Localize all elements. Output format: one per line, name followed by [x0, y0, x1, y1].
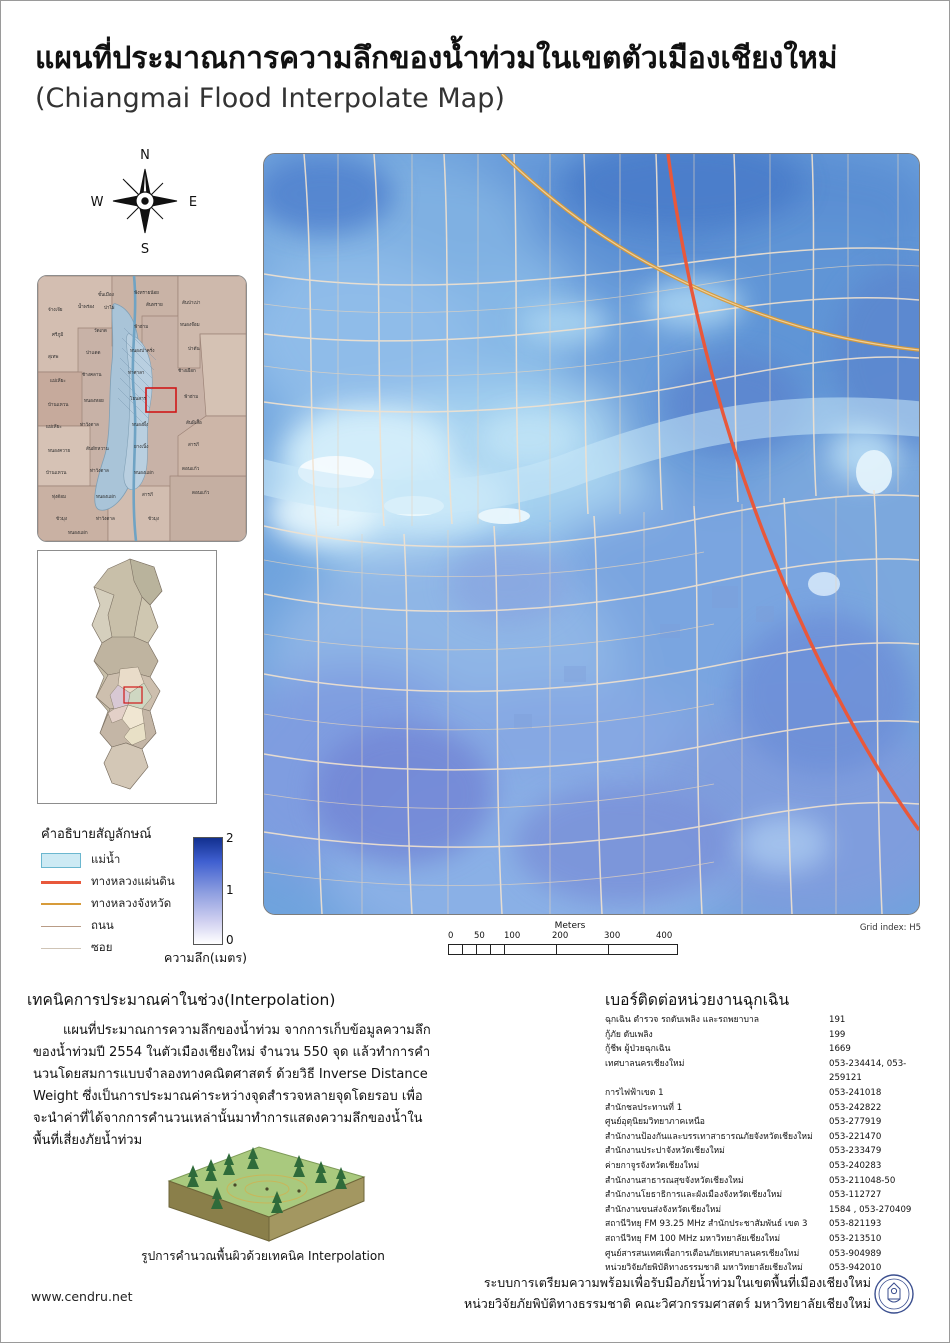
svg-text:สันทราย: สันทราย	[146, 303, 163, 308]
contact-number: 053-821193	[829, 1219, 882, 1230]
svg-text:ศรีภูมิ: ศรีภูมิ	[52, 333, 64, 338]
contact-name: สำนักงานสาธารณสุขจังหวัดเชียงใหม่	[605, 1175, 744, 1186]
scale-tick-100: 100	[504, 931, 521, 941]
svg-text:สันป่าเปา: สันป่าเปา	[182, 301, 201, 306]
footer-line-1: ระบบการเตรียมความพร้อมเพื่อรับมือภัยน้ำท่วมในเขตพื้นที่เมืองเชียงใหม่	[483, 1275, 871, 1290]
contact-number: 053-242822	[829, 1102, 882, 1113]
table-row	[605, 1115, 935, 1130]
contact-number: 053-234414, 053-259121	[829, 1058, 907, 1084]
table-row	[605, 1057, 935, 1086]
table-row	[605, 1101, 935, 1116]
table-row	[605, 1013, 935, 1028]
contact-name: ค่ายกาจูรจังหวัดเชียงใหม่	[605, 1160, 700, 1171]
table-row	[605, 1086, 935, 1101]
contact-name: กู้ชีพ ผู้ป่วยฉุกเฉิน	[605, 1044, 671, 1055]
contact-name: กู้ภัย ดับเพลิง	[605, 1029, 653, 1040]
inset-province-map[interactable]	[37, 550, 217, 804]
svg-text:หนองผึ้ง: หนองผึ้ง	[132, 423, 149, 428]
table-row	[605, 1130, 935, 1145]
contact-name: สำนักงานป้องกันและบรรเทาสาธารณภัยจังหวัดเชียงใหม่	[605, 1131, 813, 1142]
contact-number: 191	[829, 1015, 846, 1025]
road-line-icon	[41, 919, 81, 933]
svg-text:หนองแฝก: หนองแฝก	[134, 471, 154, 476]
ramp-tick-0: 0	[226, 933, 234, 947]
contact-number: 053-904989	[829, 1248, 882, 1259]
legend	[41, 849, 211, 959]
svg-text:ดอนแก้ว: ดอนแก้ว	[182, 467, 200, 472]
page-title-thai: แผนที่ประมาณการความลึกของน้ำท่วมในเขตตัวเมืองเชียงใหม่	[35, 41, 838, 76]
highway-line-icon	[41, 875, 81, 889]
svg-text:ขั้นเมือง: ขั้นเมือง	[98, 293, 114, 298]
depth-caption: ความลึก(เมตร)	[164, 950, 247, 965]
website-link[interactable]: www.cendru.net	[31, 1289, 133, 1304]
inset-locator-map-districts[interactable]	[37, 275, 247, 542]
svg-text:วัดเกต: วัดเกต	[94, 329, 107, 334]
contact-name: การไฟฟ้าเขต 1	[605, 1087, 664, 1098]
scale-tick-0: 0	[448, 931, 454, 941]
legend-label: ซอย	[91, 940, 113, 954]
table-row	[605, 1247, 935, 1262]
legend-item-highway	[41, 871, 211, 893]
scale-tick-50: 50	[474, 931, 485, 941]
svg-text:ฟ้าฮ่าม: ฟ้าฮ่าม	[134, 325, 149, 330]
table-row	[605, 1174, 935, 1189]
legend-item-provincial-road	[41, 893, 211, 915]
contact-number: 053-112727	[829, 1190, 882, 1201]
svg-text:สันผักหวาน: สันผักหวาน	[86, 447, 109, 452]
contact-name: สำนักชลประทานที่ 1	[605, 1102, 683, 1113]
svg-text:ฟ้าฮ่าม: ฟ้าฮ่าม	[184, 395, 199, 400]
contact-number: 053-277919	[829, 1117, 882, 1128]
legend-label: ถนน	[91, 918, 114, 932]
contact-name: สำนักงานโยธาธิการและผังเมืองจังหวัดเชียงใหม่	[605, 1190, 783, 1201]
svg-text:หนองจ๊อม: หนองจ๊อม	[180, 323, 200, 328]
contact-name: สำนักงานขนส่งจังหวัดเชียงใหม่	[605, 1204, 722, 1215]
footer-line-2: หน่วยวิจัยภัยพิบัติทางธรรมชาติ คณะวิศวกรรมศาสตร์ มหาวิทยาลัยเชียงใหม่	[463, 1296, 871, 1311]
contact-name: เทศบาลนครเชียงใหม่	[605, 1058, 685, 1069]
svg-text:หนองแฝก: หนองแฝก	[96, 495, 116, 500]
table-row	[605, 1217, 935, 1232]
scale-unit-label: Meters	[554, 921, 586, 931]
grid-index-label: Grid index: H5	[859, 923, 921, 933]
contact-number: 053-211048-50	[829, 1175, 896, 1186]
contact-number: 053-240283	[829, 1160, 882, 1171]
contact-name: ศูนย์สารสนเทศเพื่อการเตือนภัยเทศบาลนครเชียงใหม่	[605, 1248, 800, 1259]
contact-number: 053-221470	[829, 1131, 882, 1142]
scale-tick-300: 300	[604, 931, 621, 941]
svg-text:แม่เหียะ: แม่เหียะ	[46, 425, 62, 430]
table-row	[605, 1042, 935, 1057]
table-row	[605, 1159, 935, 1174]
interpolation-paragraph-text: แผนที่ประมาณการความลึกของน้ำท่วม จากการเก็บข้อมูลความลึกของน้ำท่วมปี 2554 ในตัวเมืองเชียงใหม่ จำนวน 550 จุด แล้วทำการคำนวนโดยสมการแบบจำลองทางคณิตศาสตร์ ด้วยวิธี Inverse Distance Weight ซึ่งเป็นการประมาณค่าระหว่างจุดสำรวจหลายจุดโดยรอบ เพื่อจะนำค่าที่ได้จากการคำนวนเหล่านั้นมาทำการแสดงความลึกของน้ำในพื้นที่เสี่ยงภัยน้ำท่วม	[33, 1023, 431, 1148]
svg-text:ท่าวังตาล: ท่าวังตาล	[80, 423, 99, 428]
svg-text:ยางเนิ้ง: ยางเนิ้ง	[134, 445, 149, 450]
svg-text:ขัวมุง: ขัวมุง	[56, 517, 67, 522]
compass-label-n: N	[140, 148, 150, 163]
compass-label-s: S	[140, 242, 150, 257]
university-logo-icon	[873, 1273, 915, 1315]
soi-line-icon	[41, 941, 81, 955]
contact-number: 053-233479	[829, 1146, 882, 1157]
scale-bar-graphic	[448, 944, 678, 955]
svg-text:ท่าวังตาล: ท่าวังตาล	[90, 469, 109, 474]
table-row	[605, 1203, 935, 1218]
compass-label-e: E	[188, 195, 198, 210]
footer-text	[451, 1272, 871, 1314]
svg-text:ทุ่งต้อม: ทุ่งต้อม	[52, 495, 67, 500]
contact-number: 1584 , 053-270409	[829, 1204, 912, 1215]
svg-text:ดอนแก้ว: ดอนแก้ว	[192, 491, 210, 496]
contact-name: ศูนย์อุตุนิยมวิทยาภาคเหนือ	[605, 1117, 705, 1128]
page-title-english: (Chiangmai Flood Interpolate Map)	[35, 83, 505, 114]
svg-text:บ้านแหวน: บ้านแหวน	[48, 403, 69, 408]
svg-text:ป่าแดด: ป่าแดด	[86, 351, 101, 356]
legend-item-road	[41, 915, 211, 937]
svg-text:ช้างคลาน: ช้างคลาน	[82, 373, 102, 378]
svg-text:ป่าตัน: ป่าตัน	[188, 347, 200, 352]
compass-rose-icon	[85, 141, 205, 261]
interpolation-heading: เทคนิคการประมาณค่าในช่วง(Interpolation)	[27, 991, 336, 1009]
contact-name: สำนักงานประปาจังหวัดเชียงใหม่	[605, 1146, 725, 1157]
contact-name: ฉุกเฉิน ตำรวจ รถดับเพลิง และรถพยาบาล	[605, 1015, 760, 1025]
scale-tick-400: 400	[656, 931, 673, 941]
contact-number: 053-213510	[829, 1233, 882, 1244]
contact-name: สถานีวิทยุ FM 100 MHz มหาวิทยาลัยเชียงใหม่	[605, 1233, 781, 1244]
ramp-tick-1: 1	[226, 883, 234, 897]
provincial-road-line-icon	[41, 897, 81, 911]
ramp-tick-2: 2	[226, 831, 234, 845]
interpolation-diagram	[149, 1129, 379, 1249]
contact-name: หน่วยวิจัยภัยพิบัติทางธรรมชาติ มหาวิทยาลัยเชียงใหม่	[605, 1263, 803, 1274]
main-flood-depth-map[interactable]	[263, 153, 920, 915]
contact-name: สถานีวิทยุ FM 93.25 MHz สำนักประชาสัมพันธ์ เขต 3	[605, 1219, 808, 1230]
svg-text:ท่าศาลา: ท่าศาลา	[128, 371, 145, 376]
water-polygon-icon	[41, 853, 81, 867]
legend-label: ทางหลวงแผ่นดิน	[91, 874, 175, 888]
scale-tick-labels	[448, 931, 728, 943]
contact-number: 053-241018	[829, 1087, 882, 1098]
table-row	[605, 1188, 935, 1203]
scale-tick-200: 200	[552, 931, 569, 941]
svg-text:ขัวมุง: ขัวมุง	[148, 517, 159, 522]
svg-text:สารภี: สารภี	[142, 493, 153, 498]
svg-text:น้ำพร่อง: น้ำพร่อง	[78, 305, 95, 310]
svg-text:ป่าไผ่: ป่าไผ่	[104, 306, 115, 311]
legend-label: ทางหลวงจังหวัด	[91, 896, 172, 910]
table-row	[605, 1232, 935, 1247]
svg-text:หนองแฝก: หนองแฝก	[68, 531, 88, 536]
svg-text:หนองควาย: หนองควาย	[48, 449, 71, 454]
depth-color-ramp	[193, 837, 223, 945]
contacts-heading: เบอร์ติดต่อหน่วยงานฉุกเฉิน	[605, 991, 790, 1009]
svg-text:หนองหอย: หนองหอย	[84, 399, 104, 404]
contact-number: 199	[829, 1029, 846, 1040]
legend-title: คำอธิบายสัญลักษณ์	[41, 827, 152, 842]
scale-bar	[448, 921, 738, 955]
svg-text:แม่เหียะ: แม่เหียะ	[50, 379, 66, 384]
table-row	[605, 1028, 935, 1043]
svg-text:ช้างเผือก: ช้างเผือก	[178, 369, 196, 374]
legend-label: แม่น้ำ	[91, 852, 121, 866]
legend-item-water	[41, 849, 211, 871]
svg-text:ท่าวังตาล: ท่าวังตาล	[96, 517, 115, 522]
contacts-table	[605, 1013, 935, 1276]
compass-label-w: W	[90, 195, 104, 210]
interpolation-figure-caption: รูปการคำนวณพื้นผิวด้วยเทคนิค Interpolation	[141, 1249, 385, 1263]
svg-text:สันผีเสื้อ: สันผีเสื้อ	[186, 421, 202, 426]
svg-text:หนองป่าครั่ง: หนองป่าครั่ง	[130, 349, 155, 354]
svg-text:โยนสาร: โยนสาร	[130, 397, 147, 402]
svg-text:บ้านแหวน: บ้านแหวน	[46, 471, 67, 476]
svg-text:สุเทพ: สุเทพ	[48, 355, 59, 360]
svg-text:จ้างเจีย: จ้างเจีย	[48, 308, 63, 313]
contact-number: 053-942010	[829, 1263, 882, 1274]
svg-text:ฟังทรายน้อย: ฟังทรายน้อย	[134, 291, 159, 296]
contact-number: 1669	[829, 1044, 851, 1055]
svg-text:สารภี: สารภี	[188, 443, 199, 448]
table-row	[605, 1144, 935, 1159]
